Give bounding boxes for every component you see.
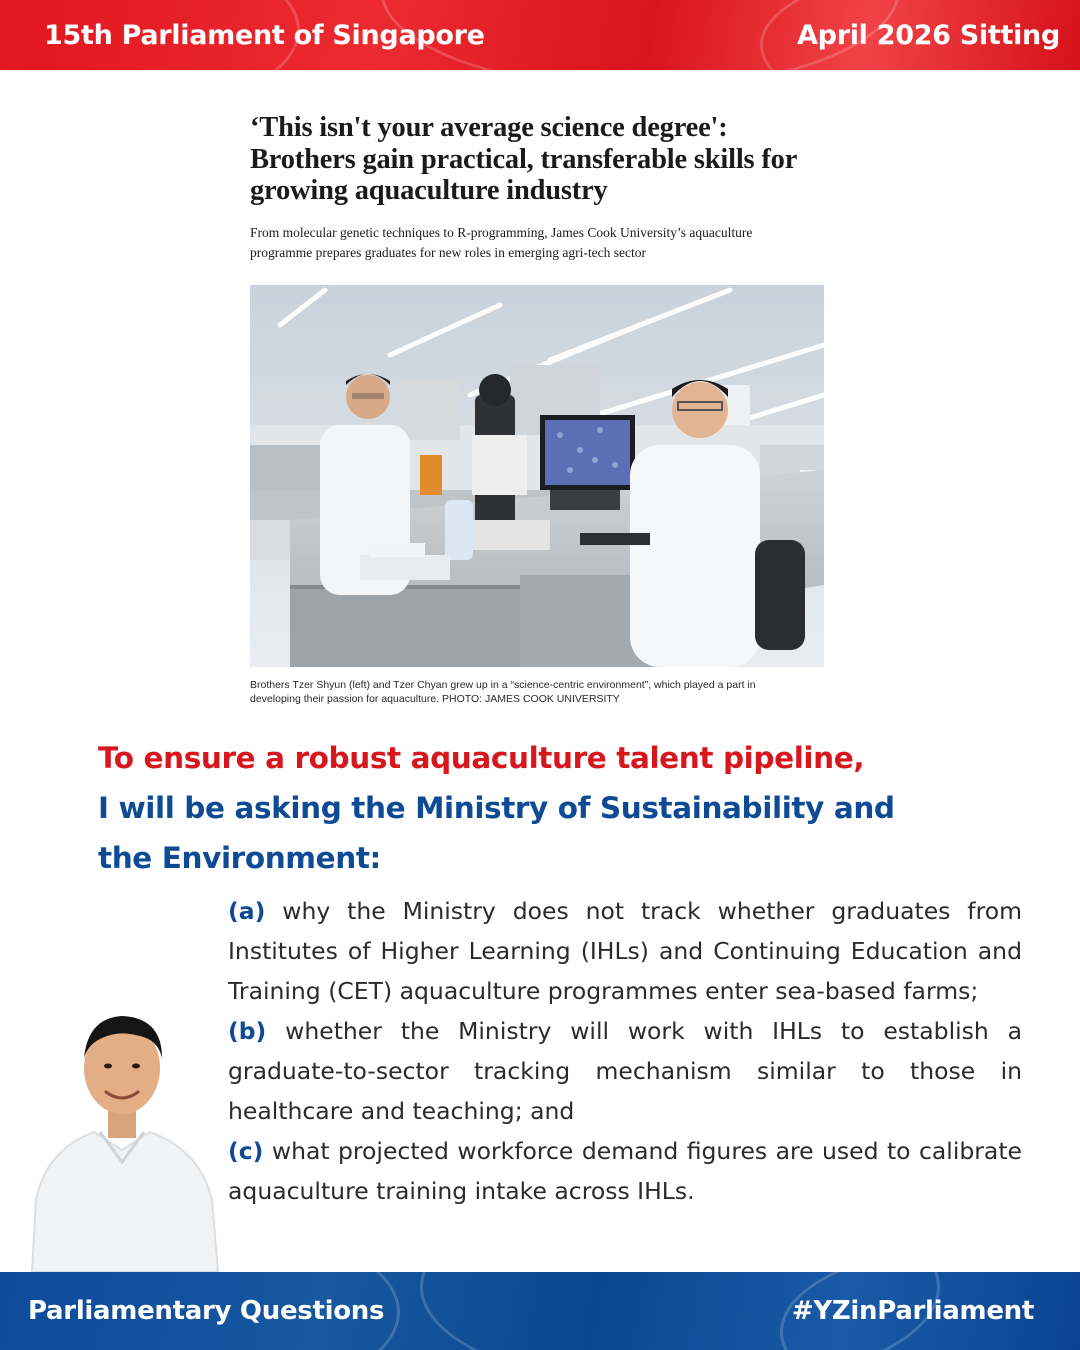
mp-portrait: [22, 1000, 222, 1272]
parliament-title: 15th Parliament of Singapore: [44, 20, 485, 51]
header-banner: [0, 0, 1080, 70]
headline-line: ‘This isn't your average science degree':: [250, 112, 728, 143]
subhead-line: From molecular genetic techniques to R-programming, James Cook University’s aquaculture: [250, 224, 753, 240]
subhead-line: programme prepares graduates for new roles in emerging agri-tech sector: [250, 244, 646, 260]
article-headline: [250, 112, 830, 207]
lead-line-red: To ensure a robust aquaculture talent pipeline,: [98, 741, 865, 775]
lead-line-blue: the Environment:: [98, 841, 381, 875]
sitting-label: April 2026 Sitting: [797, 20, 1060, 51]
question-marker: (c): [228, 1137, 264, 1165]
question-text: whether the Ministry will work with IHLs to establish a graduate-to-sector tracking mechanism similar to those in healthcare and teaching; and: [228, 1017, 1022, 1125]
question-item-c: [228, 1131, 1022, 1211]
lab-photo: [250, 285, 824, 667]
portrait-illustration: [22, 1000, 222, 1272]
lab-photo-illustration: [250, 285, 824, 667]
caption-line: developing their passion for aquaculture. PHOTO: JAMES COOK UNIVERSITY: [250, 693, 620, 705]
headline-line: Brothers gain practical, transferable skills for: [250, 143, 798, 175]
article-subheadline: [250, 223, 830, 263]
question-item-a: [228, 891, 1022, 1011]
lead-statement: [98, 733, 998, 883]
question-text: what projected workforce demand figures are used to calibrate aquaculture training intake across IHLs.: [228, 1137, 1022, 1205]
caption-line: Brothers Tzer Shyun (left) and Tzer Chyan grew up in a “science-centric environment”, which played a part in: [250, 679, 756, 691]
headline-line: growing aquaculture industry: [250, 175, 608, 206]
hashtag-label: #YZinParliament: [791, 1296, 1034, 1326]
question-text: why the Ministry does not track whether graduates from Institutes of Higher Learning (IHLs) and Continuing Education and Training (CET) aquaculture programmes enter sea-based farms;: [228, 897, 1022, 1005]
question-marker: (b): [228, 1017, 267, 1045]
lead-line-blue: I will be asking the Ministry of Sustainability and: [98, 791, 895, 825]
footer-banner: [0, 1272, 1080, 1350]
news-article-clipping: [250, 112, 830, 263]
question-list: [228, 891, 1022, 1211]
photo-caption: [250, 678, 830, 706]
parliamentary-questions-label: Parliamentary Questions: [28, 1296, 385, 1326]
question-marker: (a): [228, 897, 266, 925]
question-item-b: [228, 1011, 1022, 1131]
